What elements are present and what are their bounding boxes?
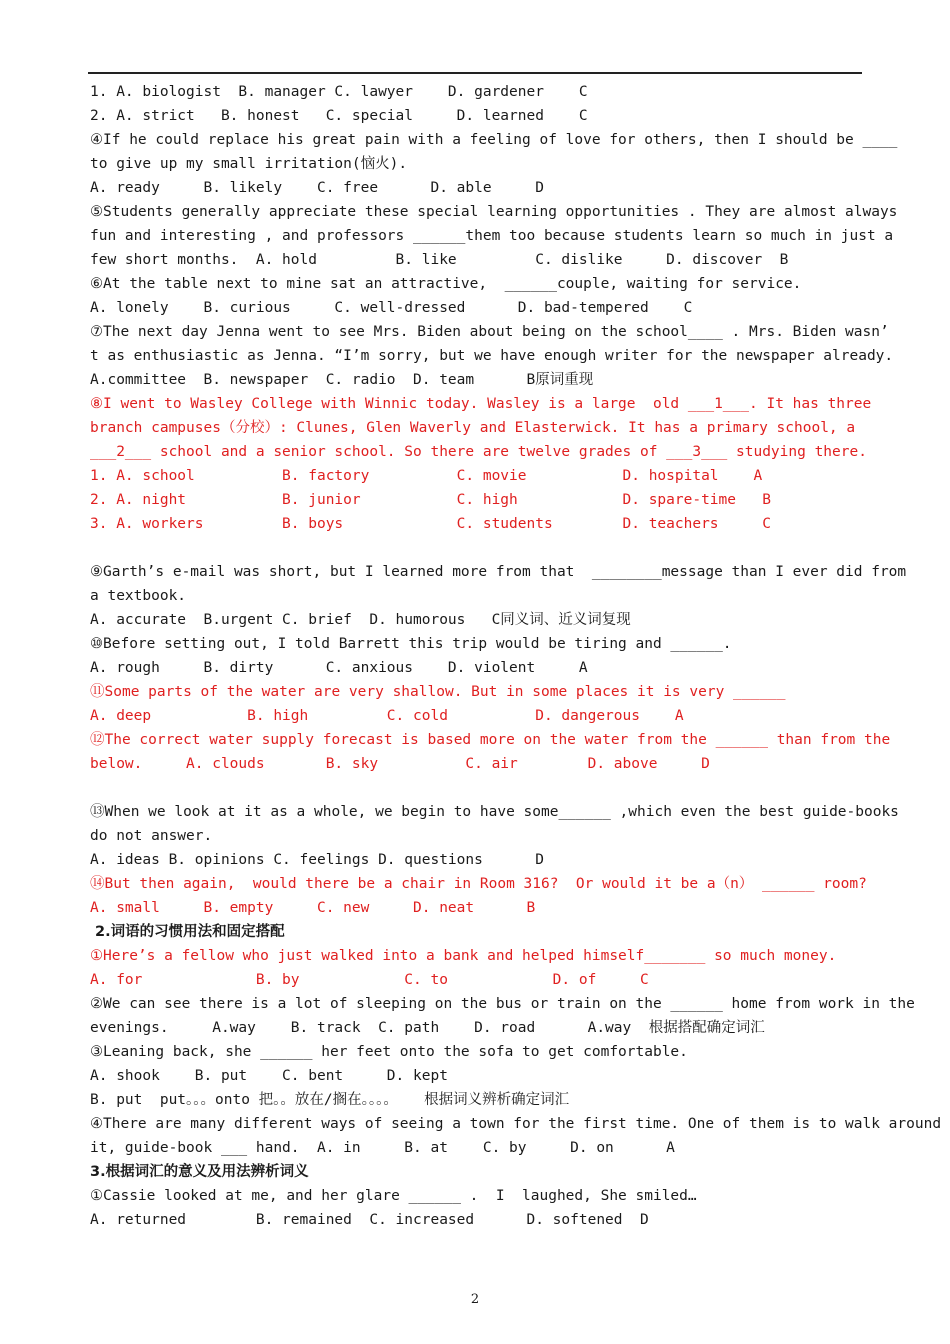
text-line: A. ready B. likely C. free D. able D	[90, 180, 544, 196]
text-line: A.committee B. newspaper C. radio D. team B原词重现	[90, 372, 594, 388]
text-line: ④There are many different ways of seeing a town for the first time. One of them is to walk around	[90, 1116, 942, 1132]
section-heading: 3.根据词汇的意义及用法辨析词义	[90, 1164, 309, 1180]
header-rule	[88, 72, 862, 74]
text-line: A. lonely B. curious C. well-dressed D. bad-tempered C	[90, 300, 693, 316]
text-line: few short months. A. hold B. like C. dislike D. discover B	[90, 252, 789, 268]
text-line: fun and interesting , and professors ______them too because students learn so much in just a	[90, 228, 894, 244]
text-line: to give up my small irritation(恼火).	[90, 156, 408, 172]
text-line: ⑩Before setting out, I told Barrett this trip would be tiring and ______.	[90, 636, 732, 652]
text-line: 1. A. school B. factory C. movie D. hospital A	[90, 468, 763, 484]
text-line: ⑭But then again, would there be a chair in Room 316? Or would it be a（n） ______ room?	[90, 876, 867, 892]
text-line: ⑨Garth’s e-mail was short, but I learned more from that ________message than I ever did from	[90, 564, 907, 580]
text-line: A. small B. empty C. new D. neat B	[90, 900, 536, 916]
text-line: ⑧I went to Wasley College with Winnic today. Wasley is a large old ___1___. It has three	[90, 396, 872, 412]
text-line: 2. A. night B. junior C. high D. spare-time B	[90, 492, 771, 508]
text-line: it, guide-book ___ hand. A. in B. at C. by D. on A	[90, 1140, 675, 1156]
text-line: ③Leaning back, she ______ her feet onto the sofa to get comfortable.	[90, 1044, 688, 1060]
text-line: ①Here’s a fellow who just walked into a bank and helped himself_______ so much money.	[90, 948, 837, 964]
text-line: evenings. A.way B. track C. path D. road A.way 根据搭配确定词汇	[90, 1020, 765, 1036]
section-heading: 2.词语的习惯用法和固定搭配	[90, 924, 285, 940]
text-line: ⑫The correct water supply forecast is based more on the water from the ______ than from the	[90, 732, 891, 748]
text-line: ⑤Students generally appreciate these special learning opportunities . They are almost always	[90, 204, 898, 220]
page-number: 2	[470, 1292, 480, 1307]
text-line	[90, 776, 880, 800]
text-line: A. for B. by C. to D. of C	[90, 972, 649, 988]
text-line: A. returned B. remained C. increased D. softened D	[90, 1212, 649, 1228]
text-line: A. deep B. high C. cold D. dangerous A	[90, 708, 684, 724]
text-line: ⑦The next day Jenna went to see Mrs. Biden about being on the school____ . Mrs. Biden wasn’	[90, 324, 889, 340]
text-line: A. ideas B. opinions C. feelings D. questions D	[90, 852, 544, 868]
text-line: 1. A. biologist B. manager C. lawyer D. gardener C	[90, 84, 588, 100]
text-line: ⑬When we look at it as a whole, we begin to have some______ ,which even the best guide-books	[90, 804, 899, 820]
text-line: ②We can see there is a lot of sleeping on the bus or train on the ______ home from work in the	[90, 996, 915, 1012]
text-line: do not answer.	[90, 828, 213, 844]
document-body	[90, 80, 942, 1232]
text-line: A. shook B. put C. bent D. kept	[90, 1068, 448, 1084]
text-line: A. rough B. dirty C. anxious D. violent A	[90, 660, 588, 676]
text-line: ④If he could replace his great pain with a feeling of love for others, then I should be ____	[90, 132, 898, 148]
text-line: ⑪Some parts of the water are very shallow. But in some places it is very ______	[90, 684, 786, 700]
text-line: ⑥At the table next to mine sat an attractive, ______couple, waiting for service.	[90, 276, 802, 292]
text-line	[90, 536, 880, 560]
text-line: ___2___ school and a senior school. So there are twelve grades of ___3___ studying there.	[90, 444, 867, 460]
text-line: a textbook.	[90, 588, 187, 604]
text-line: 3. A. workers B. boys C. students D. teachers C	[90, 516, 771, 532]
text-line: t as enthusiastic as Jenna. “I’m sorry, but we have enough writer for the newspaper already.	[90, 348, 894, 364]
text-line: branch campuses（分校）: Clunes, Glen Waverly and Elasterwick. It has a primary school, a	[90, 420, 856, 436]
text-line: A. accurate B.urgent C. brief D. humorous C同义词、近义词复现	[90, 612, 631, 628]
text-line: below. A. clouds B. sky C. air D. above D	[90, 756, 710, 772]
text-line: B. put put。。。onto 把。。放在/搁在。。。。 根据词义辨析确定词汇	[90, 1092, 570, 1108]
text-line: ①Cassie looked at me, and her glare ______ . I laughed, She smiled…	[90, 1188, 697, 1204]
text-line: 2. A. strict B. honest C. special D. learned C	[90, 108, 588, 124]
